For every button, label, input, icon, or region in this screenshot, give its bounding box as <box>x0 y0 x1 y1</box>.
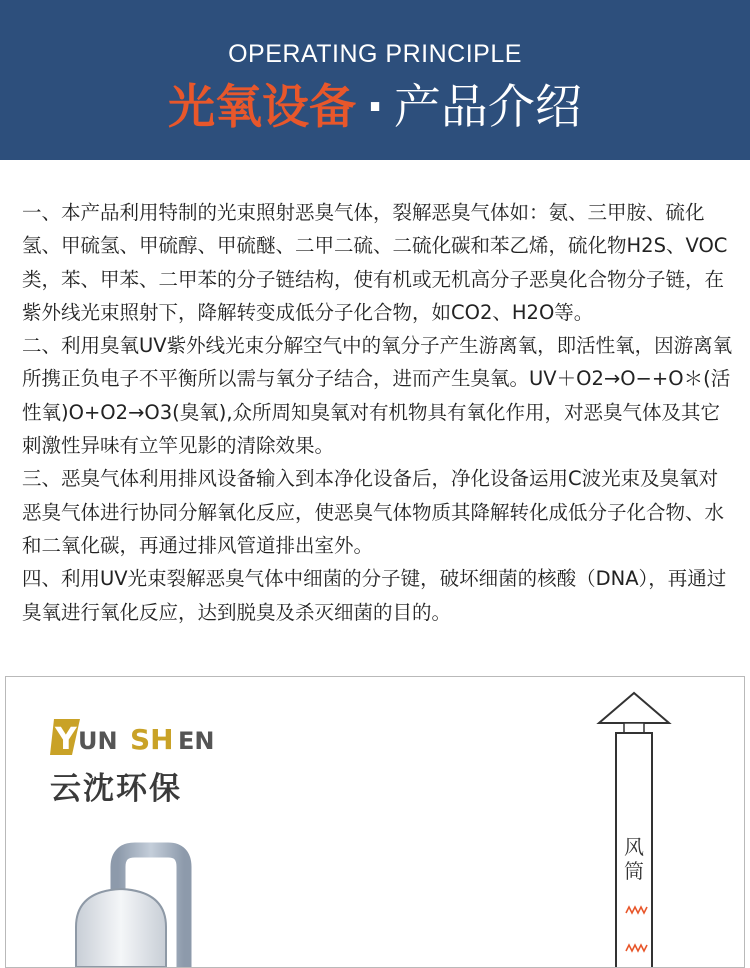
title-highlight: 光氧设备 <box>168 80 357 135</box>
equipment-diagram <box>5 676 745 968</box>
equipment-drawing <box>6 677 744 967</box>
header-title <box>0 80 750 136</box>
brand-y: Y <box>55 722 77 757</box>
paragraph-1: 一、本产品利用特制的光束照射恶臭气体，裂解恶臭气体如：氨、三甲胺、硫化氢、甲硫氢、甲硫醇、甲硫醚、二甲二硫、二硫化碳和苯乙烯，硫化物H2S、VOC类，苯、甲苯、二甲苯的分子链结构，使有机或无机高分子恶臭化合物分子链，在紫外线光束照射下，降解转变成低分子化合物，如CO2、H2O等。 <box>22 201 728 324</box>
header-subtitle: OPERATING PRINCIPLE <box>228 40 522 68</box>
company-name: 云沈环保 <box>50 771 182 807</box>
tank-body <box>76 889 166 967</box>
title-separator: · <box>366 80 384 135</box>
paragraph-3: 三、恶臭气体利用排风设备输入到本净化设备后，净化设备运用C波光束及臭氧对恶臭气体进行协同分解氧化反应，使恶臭气体物质其降解转化成低分子化合物、水和二氧化碳，再通过排风管道排出室外。 <box>22 467 725 557</box>
chimney-label-char: 风 <box>624 835 644 859</box>
chimney-neck <box>624 723 644 733</box>
chimney-cap <box>599 693 669 723</box>
brand-en: EN <box>178 727 215 755</box>
chimney-label-char: 筒 <box>624 859 644 883</box>
header-banner <box>0 0 750 160</box>
paragraph-2: 二、利用臭氧UV紫外线光束分解空气中的氧分子产生游离氧，即活性氧，因游离氧所携正负电子不平衡所以需与氧分子结合，进而产生臭氧。UV＋O2→O−+O＊(活性氧)O+O2→O3(臭氧),众所周知臭氧对有机物具有氧化作用，对恶臭气体及其它刺激性异味有立竿见影的清除效果。 <box>22 334 733 458</box>
principle-text <box>22 196 734 629</box>
chimney-label <box>620 835 648 883</box>
brand-un: UN <box>78 727 118 755</box>
brand-sh: SH <box>130 723 174 756</box>
title-rest: 产品介绍 <box>393 80 582 135</box>
paragraph-4: 四、利用UV光束裂解恶臭气体中细菌的分子键，破坏细菌的核酸（DNA），再通过臭氧进行氧化反应，达到脱臭及杀灭细菌的目的。 <box>22 567 727 624</box>
